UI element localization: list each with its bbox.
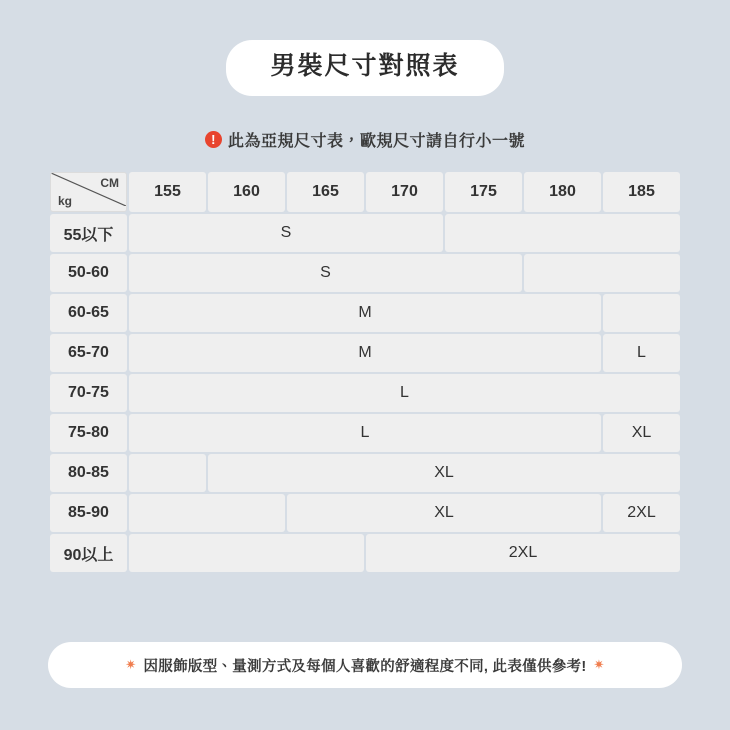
table-row: [50, 414, 680, 452]
size-cell: 2XL: [603, 494, 680, 532]
title-container: [0, 40, 730, 96]
size-cell: M: [129, 334, 601, 372]
column-header-height: 175: [445, 172, 522, 212]
table-row: [50, 454, 680, 492]
table-row: [50, 374, 680, 412]
footer-note-text: 因服飾版型、量測方式及每個人喜歡的舒適程度不同, 此表僅供參考!: [143, 658, 587, 675]
row-header-weight: 80-85: [50, 454, 127, 492]
size-cell: XL: [287, 494, 601, 532]
size-cell: L: [129, 374, 680, 412]
row-header-weight: 75-80: [50, 414, 127, 452]
row-header-weight: 90以上: [50, 534, 127, 572]
size-table: [48, 170, 682, 574]
table-row: [50, 294, 680, 332]
notice-banner: [0, 128, 730, 151]
table-row: [50, 334, 680, 372]
empty-cell: [603, 294, 680, 332]
row-header-weight: 60-65: [50, 294, 127, 332]
cm-axis-label: CM: [100, 176, 119, 190]
star-icon-right: ✷: [593, 657, 605, 672]
size-cell: M: [129, 294, 601, 332]
row-header-weight: 70-75: [50, 374, 127, 412]
size-cell: XL: [208, 454, 680, 492]
size-table-container: [48, 170, 682, 574]
kg-axis-label: kg: [58, 194, 73, 208]
page-title: 男裝尺寸對照表: [226, 40, 503, 96]
empty-cell: [445, 214, 680, 252]
table-header-row: [50, 172, 680, 212]
column-header-height: 180: [524, 172, 601, 212]
size-cell: 2XL: [366, 534, 680, 572]
row-header-weight: 55以下: [50, 214, 127, 252]
footer-note: [48, 642, 682, 688]
column-header-height: 160: [208, 172, 285, 212]
table-row: [50, 494, 680, 532]
size-cell: XL: [603, 414, 680, 452]
size-cell: L: [129, 414, 601, 452]
size-cell: L: [603, 334, 680, 372]
row-header-weight: 65-70: [50, 334, 127, 372]
table-row: [50, 534, 680, 572]
column-header-height: 165: [287, 172, 364, 212]
empty-cell: [129, 454, 206, 492]
row-header-weight: 85-90: [50, 494, 127, 532]
empty-cell: [129, 534, 364, 572]
table-row: [50, 254, 680, 292]
column-header-height: 155: [129, 172, 206, 212]
row-header-weight: 50-60: [50, 254, 127, 292]
table-row: [50, 214, 680, 252]
size-cell: S: [129, 214, 443, 252]
column-header-height: 185: [603, 172, 680, 212]
notice-text: 此為亞規尺寸表，歐規尺寸請自行小一號: [227, 133, 525, 150]
empty-cell: [129, 494, 285, 532]
empty-cell: [524, 254, 680, 292]
size-cell: S: [129, 254, 522, 292]
table-corner-cell: [50, 172, 127, 212]
exclamation-circle-icon: !: [205, 131, 222, 148]
star-icon-left: ✷: [125, 657, 137, 672]
column-header-height: 170: [366, 172, 443, 212]
